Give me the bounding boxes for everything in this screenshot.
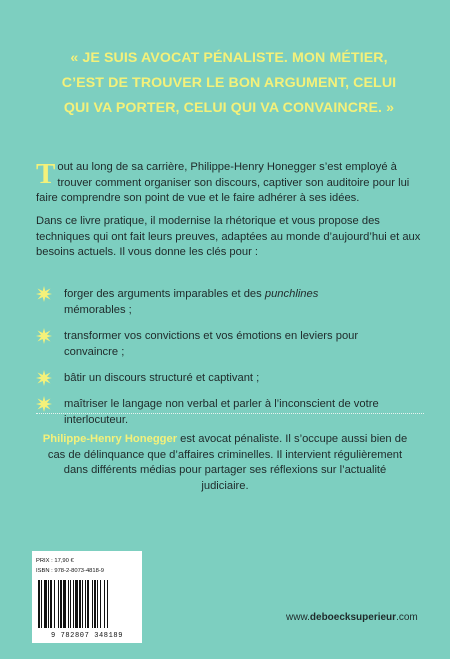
drop-cap: T <box>36 158 56 190</box>
barcode-block <box>32 551 142 643</box>
star-burst-icon <box>36 328 52 344</box>
quote-line-3: QUI VA PORTER, CELUI QUI VA CONVAINCRE. » <box>63 100 395 116</box>
website-prefix: www. <box>286 612 310 623</box>
intro-paragraph <box>36 160 426 207</box>
website-url[interactable] <box>286 612 418 623</box>
star-burst-icon <box>36 370 52 386</box>
quote-line-1: « JE SUIS AVOCAT PÉNALISTE. MON MÉTIER, <box>70 50 388 66</box>
author-bio-intro: est avocat pénaliste. <box>177 433 283 445</box>
bullet-text: transformer vos convictions et vos émotions en leviers pour convaincre ; <box>64 330 359 358</box>
website-domain: deboecksuperieur <box>309 612 397 623</box>
list-item <box>36 329 436 361</box>
author-bio <box>40 432 410 494</box>
price-label: PRIX : 17,90 € <box>36 558 74 564</box>
author-bio-text: Il s’occupe aussi bien de cas de délinquance que d’affaires criminelles. Il intervient régulièrement dans différents médias pour partager ses réflexions sur l’actualité judiciaire. <box>47 433 408 492</box>
list-item <box>36 371 436 387</box>
intro-text: out au long de sa carrière, Philippe-Henry Honegger s’est employé à trouver comment organiser son discours, captiver son auditoire pour lui faire comprendre son point de vue et le faire adhérer à ses idées. <box>36 161 410 204</box>
star-burst-icon <box>36 286 52 302</box>
barcode-number: 9 782807 348189 <box>50 632 123 640</box>
divider <box>36 413 424 414</box>
author-name: Philippe-Henry Honegger <box>42 433 178 445</box>
website-suffix: .com <box>396 612 418 623</box>
bullet-text-em: punchlines <box>264 288 319 300</box>
isbn-label: ISBN : 978-2-8073-4818-9 <box>36 568 104 574</box>
bullet-text: maîtriser le langage non verbal et parler à l’inconscient de votre interlocuteur. <box>64 398 379 426</box>
bullet-text: bâtir un discours structuré et captivant ; <box>64 372 260 384</box>
star-burst-icon <box>36 396 52 412</box>
description-text: Dans ce livre pratique, il modernise la rhétorique et vous propose des techniques qui ont fait leurs preuves, adaptées au monde d’aujourd’hui et aux besoins actuels. Il vous donne les clés pour : <box>36 215 421 258</box>
quote-line-2: C’EST DE TROUVER LE BON ARGUMENT, CELUI <box>61 75 397 91</box>
bullet-text-post: mémorables ; <box>64 303 132 316</box>
bullet-list <box>36 287 436 429</box>
list-item <box>36 287 436 319</box>
bullet-text-pre: forger des arguments imparables et des <box>64 288 265 300</box>
description-paragraph <box>36 214 426 261</box>
barcode <box>36 580 138 630</box>
back-cover-quote <box>40 46 418 121</box>
